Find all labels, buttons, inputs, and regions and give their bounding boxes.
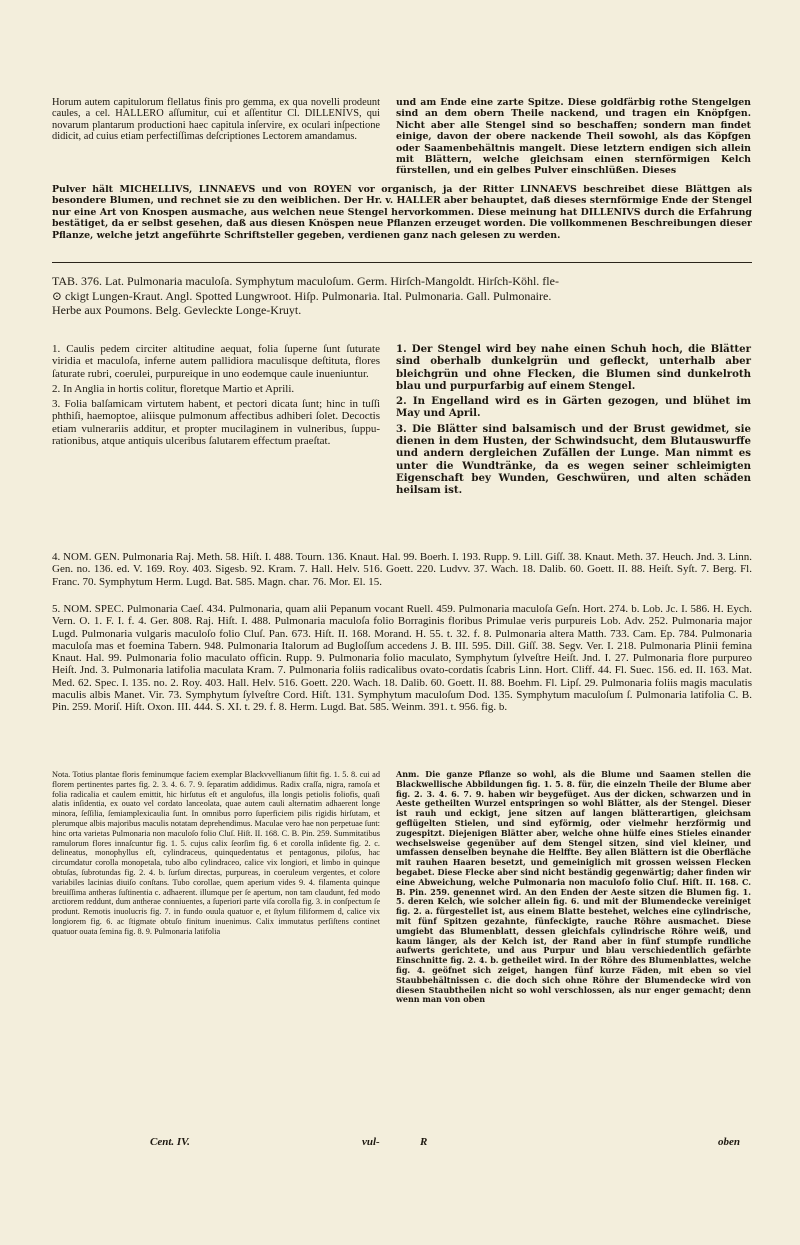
top-span-paragraph: Pulver hält MICHELLIVS, LINNAEVS und von ROYEN vor organisch, ja der Ritter LINNAEVS beschreibet diese Blättgen als besondere Blumen, und rechnet sie zu den weiblichen. Der Hr. v. HALLER aber behauptet, daß dieses sternförmige Ende der Stengel nur eine Art von Knospen ausmache, aus welchen neue Stengel hervorkommen. Diese meinung hat DILLENIVS durch die Erfahrung bestätiget, da er selbst gesehen, daß aus diesen Knöspen neue Pflanzen erzeuget worden. Die vollkommenen Beschreibungen dieser Pflanze, welche jetzt angeführte Schriftsteller gegeben, verdienen ganz nach gelesen zu werden. (52, 184, 752, 241)
gathering-mark: R (420, 1136, 428, 1148)
latin-item-3: 3. Folia balſamicam virtutem habent, et pectori dicata ſunt; hinc in tuſſi phthiſi, haemoptoe, aliisque pulmonum affectibus adhiberi ſolet. Decoctis etiam vulnerariis additur, et propter mucilaginem in vulneribus, ſuppurationibus, atque antiquis ulceribus ſalutarem effectum praeſtat. (52, 398, 380, 448)
top-german-paragraph: und am Ende eine zarte Spitze. Diese goldfärbig rothe Stengelgen sind an dem obern Theile nackend, und tragen ein Knöpfgen. Nicht aber alle Stengel sind so beschaffen; sondern man findet einige, davon der obere nackende Theil sowohl, als das Köpfgen oder Saamenbehältnis mangelt. Diese letztern endigen sich allein mit Blättern, welche gleichsam einen sternförmigen Kelch fürstellen, und ein gelbes Pulver einschlüßen. Dieses (396, 97, 751, 177)
tab-heading-line-3: Herbe aux Poumons. Belg. Gevleckte Longe-Kruyt. (52, 303, 302, 317)
nomen-specificum: 5. NOM. SPEC. Pulmonaria Caeſ. 434. Pulmonaria, quam alii Pepanum vocant Ruell. 459. Pulmonaria maculoſa Geſn. Hort. 274. b. Lob. Jc. I. 586. H. Eych. Vern. O. 1. F. I. f. 4. Ger. 808. Raj. Hiſt. I. 488. Pulmonaria maculoſa folio Borraginis floribus Primulae veris purpureis Lob. Adv. 252. Pulmonaria major Lugd. Pulmonaria vulgaris maculoſo folio Cluſ. Pan. 673. Hiſt. II. 168. Morand. H. 55. t. 32. f. 8. Pulmonaria altera Matth. 733. Cam. Ep. 784. Pulmonaria maculoſa mas et foemina Tabern. 948. Pulmonaria Italorum ad Bugloſſum accedens J. B. III. 595. Dill. Giſſ. 38. Segv. Ver. I. 218. Pulmonaria Plinii femina Knaut. Hal. 99. Pulmonaria folio maculato officin. Rupp. 9. Pulmonaria folio maculato, Symphytum ſylveſtre Heiſt. Jnd. I. 27. Pulmonaria flore purpureo Heiſt. Jnd. 3. Pulmonaria latifolia maculata Kram. 7. Pulmonaria foliis radicalibus ovato-cordatis ſcabris Linn. Hort. Cliff. 44. Fl. Suec. 156. ed. II. 163. Mat. Med. 62. Spec. I. 135. no. 2. Roy. 403. Hall. Helv. 516. Goett. 220. Wach. 18. Dalib. 60. Goett. II. 88. Boehm. Fl. Lipſ. 29. Pulmonaria foliis magis maculatis maculis albis Manet. Vir. 73. Symphytum ſylveſtre Cord. Hiſt. 131. Symphytum maculoſum Dod. 135. Symphytum maculoſum ſ. Pulmonaria latifolia C. B. Pin. 259. Moriſ. Hiſt. Oxon. III. 444. S. XI. t. 29. f. 8. Herm. Lugd. Bat. 585. Weinm. 391. t. 956. fig. b. (52, 603, 752, 714)
latin-item-1: 1. Caulis pedem circiter altitudine aequat, folia ſuperne ſunt ſuturate viridia et maculoſa, inferne autem pallidiora maculisque deſtituta, flores ſaturate rubri, coerulei, purpureique in uno eodemque caule inueniuntur. (52, 343, 380, 380)
signature-mark: Cent. IV. (150, 1136, 190, 1148)
top-latin-paragraph: Horum autem capitulorum flellatus finis pro gemma, ex qua novelli prodeunt caules, a cel. HALLERO aſſumitur, cui et aſſentitur Cl. DILLENIVS, qui novarum plantarum productioni haec capitula inſervire, ex oculari inſpectione didicit, ad cuius etiam perfectiſſimas deſcriptiones Lectorem amandamus. (52, 97, 380, 143)
section-divider (52, 262, 752, 263)
nota-latin: Nota. Totius plantae floris feminumque faciem exemplar Blackvvellianum ſiſtit fig. 1. 5. 8. cui ad florem pertinentes partes fig. 2. 3. 4. 6. 7. 9. ſeparatim addidimus. Radix craſſa, nigra, ramoſa et folia radicalia et caulem emittit, hic hirſutus eſt et angulofus, illa longis petiolis foliofis, quaſi alatis inſidentia, ex ouato vel cordato lanceolata, quae autem cauli alternatim adhaerent longe minora, ſeſſilia, ſemiamplexicaulia ſunt. In omnibus porro ſuperficiem pilis rigidis hirſutam, et plerumque albis majoribus maculis notatam deprehendimus. Maculae vero hae non perpetuae ſunt: hinc orta varietas Pulmonaria non maculoſo folio Cluſ. Hiſt. II. 168. C. B. Pin. 259. Summitatibus ramulorum flores innaſcuntur fig. 1. 5. cujus calix ſeorſim fig. 6 et corolla inſidente fig. 2. c. delineatus, monophyllus eſt, cylindraceus, quinquedentatus et pentagonus, piloſus, hac circumdatur corolla monopetala, tubo albo cylindraceo, calice vix longiori, et limbo in quinque obtuſas, ſubrotundas fig. 2. 4. b. ſurſum directas, purpureas, in coeruleum vergentes, et colore variabiles lacinias diuiſo conſtans. Tubo corollae, quem aperium vides 9. 4. filamenta quinque breuiſſima antheras ſuſtinentia c. adhaerent. illumque per ſe apertum, non tam claudunt, fed modo arctiorem reddunt, dum antherae conniuentes, a ſuperiori parte viſa corolla fig. 3. in conſpectum ſe produnt. Remotis inuolucris fig. 7. in fundo ouula quatuor e, et ſtylum filiformem d, calice vix longiorem fig. 6. ac ſtigmate obtuſo finitum inuenimus. Calix immutatus perſiſtens continet quatuor ouata ſemina fig. 8. 9. Pulmonaria latifolia (52, 770, 380, 936)
tab-heading-line-1: TAB. 376. Lat. Pulmonaria maculoſa. Symphytum maculoſum. Germ. Hirſch-Mangoldt. Hirſch-Köhl. fle- (52, 274, 559, 288)
tab-heading-line-2: ⊙ ckigt Lungen-Kraut. Angl. Spotted Lungwroot. Hiſp. Pulmonaria. Ital. Pulmonaria. Gall. Pulmonaire. (52, 288, 552, 303)
latin-item-2: 2. In Anglia in hortis colitur, floretque Martio et Aprili. (52, 382, 295, 395)
german-item-1: 1. Der Stengel wird bey nahe einen Schuh hoch, die Blätter sind oberhalb dunkelgrün und gefleckt, unterhalb aber bleichgrün und ohne Flecken, die Blumen sind dunkelroth blau und purpurfarbig auf einem Stengel. (396, 343, 751, 392)
description-latin (52, 343, 380, 450)
german-item-3: 3. Die Blätter sind balsamisch und der Brust gewidmet, sie dienen in dem Husten, der Schwindsucht, dem Blutauswurffe und andern dergleichen Zufällen der Lunge. Man nimmt es unter die Wundtränke, da es wegen seiner schleimigten Eigenschaft bey Wunden, Geschwüren, und alten schäden heilsam ist. (396, 422, 751, 497)
catchword-latin: vul- (362, 1136, 380, 1148)
tab-heading (52, 274, 752, 318)
anmerkung-german: Anm. Die ganze Pflanze so wohl, als die Blume und Saamen stellen die Blackwellische Abbildungen fig. 1. 5. 8. für, die einzeln Theile der Blume aber fig. 2. 3. 4. 6. 7. 9. haben wir beygefüget. Aus der dicken, schwarzen und in Aeste getheilten Wurzel entspringen so wohl Blätter, als der Stengel. Dieser ist rauh und eckigt, jene sitzen auf langen blätterartigen, gleichsam geflügelten Stielen, und sind eyförmig, oder vielmehr herzförmig und zugespitzt. Diejenigen Blätter aber, welche ohne hülfe eines Stieles einander wechselsweise gegenüber auf dem Stengel sitzen, sind viel kleiner, und umfassen denselben beynahe die Helffte. Bey allen Blättern ist die Oberfläche mit rauhen Haaren besetzt, und gemeiniglich mit grossen weissen Flecken begabet. Diese Flecke aber sind nicht beständig gegenwärtig; daher finden wir eine Abweichung, welche Pulmonaria non maculoſo folio Cluſ. Hiſt. II. 168. C. B. Pin. 259. genennet wird. An den Enden der Aeste sitzen die Blumen fig. 1. 5. deren Kelch, wie solcher allein fig. 6. und mit der Blumendecke vereiniget fig. 2. a. fürgestellet ist, aus einem Blatte bestehet, welches eine cylindrische, mit fünf Spitzen gezahnte, fünfeckigte, rauche Röhre ausmachet. Diese umgiebt das Blumenblatt, dessen gleichfals cylindrische Röhre weiß, und kaum länger, als der Kelch ist, der Rand aber in fünf stumpfe rundliche aufwerts gerichtete, und aus Purpur und blau verschiedentlich gefärbte Einschnitte fig. 2. 4. b. getheilet wird. In der Röhre des Blumenblattes, welche fig. 4. geöfnet sich zeiget, hangen fünf kurze Fäden, mit eben so viel Staubbehältnissen c. die doch sich ohne Röhre der Blumendecke wird von diesen Staubtheilen nicht so wohl verschlossen, als nur enger gemacht; denn wenn man von oben (396, 769, 751, 1005)
catchword-german: oben (718, 1136, 740, 1148)
nomen-genericum: 4. NOM. GEN. Pulmonaria Raj. Meth. 58. Hiſt. I. 488. Tourn. 136. Knaut. Hal. 99. Boerh. I. 193. Rupp. 9. Lill. Giſſ. 38. Knaut. Meth. 37. Heuch. Jnd. 3. Linn. Gen. no. 136. ed. V. 169. Roy. 403. Sigesb. 92. Kram. 7. Hall. Helv. 516. Goett. 220. Ludvv. 37. Wach. 18. Dalib. 60. Goett. II. 88. Heiſt. Syſt. 7. Berg. Fl. Franc. 70. Symphytum Herm. Lugd. Bat. 585. Magn. char. 76. Mor. El. 15. (52, 551, 752, 588)
description-german (396, 343, 751, 500)
german-item-2: 2. In Engelland wird es in Gärten gezogen, und blühet im May und April. (396, 395, 751, 420)
